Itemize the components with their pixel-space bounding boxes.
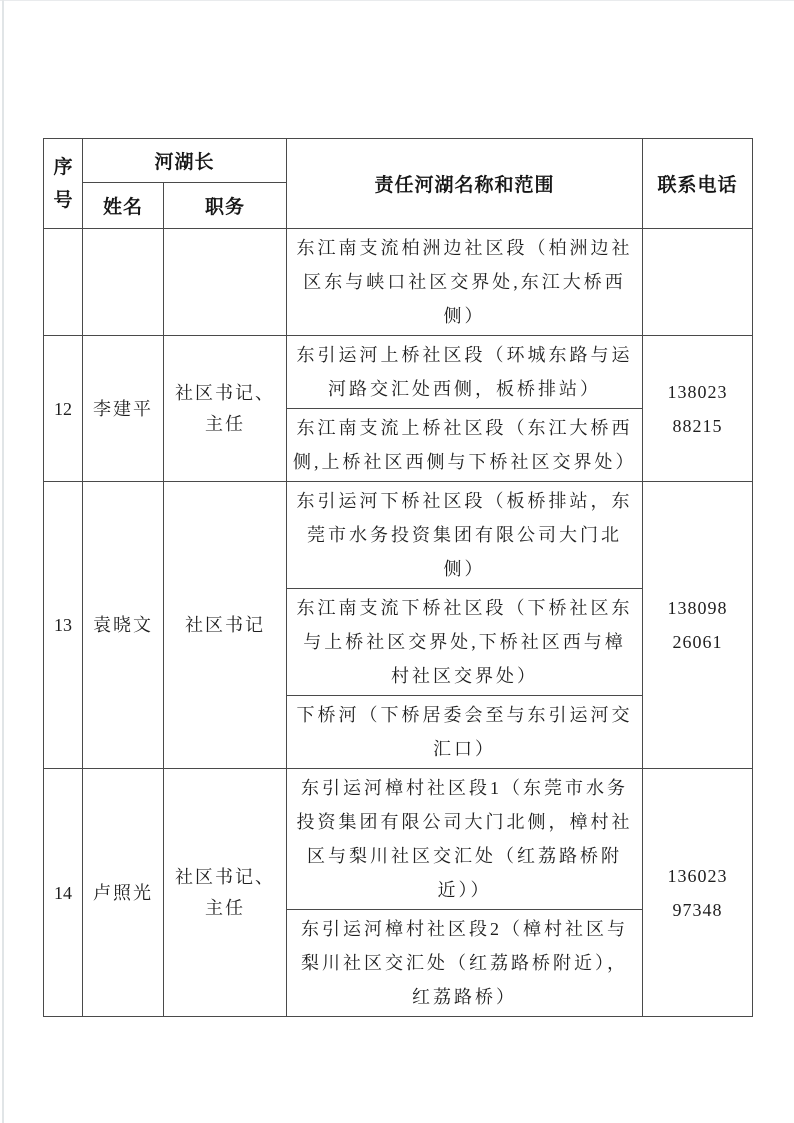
row-name: 袁晓文 — [83, 482, 164, 769]
header-row-1 — [44, 139, 753, 183]
header-scope: 责任河湖名称和范围 — [287, 139, 643, 229]
river-segment-cell: 东引运河上桥社区段（环城东路与运河路交汇处西侧，板桥排站） — [287, 336, 643, 409]
row-phone — [643, 769, 753, 1017]
row-position — [164, 769, 287, 1017]
river-segment-cell: 东江南支流下桥社区段（下桥社区东与上桥社区交界处,下桥社区西与樟村社区交界处） — [287, 589, 643, 696]
river-segment-cell: 东引运河樟村社区段1（东莞市水务投资集团有限公司大门北侧，樟村社区与梨川社区交汇处（红荔路桥附近）） — [287, 769, 643, 910]
header-position: 职务 — [164, 183, 287, 229]
table-row-14 — [44, 769, 753, 910]
row-phone — [643, 482, 753, 769]
row-serial: 14 — [44, 769, 83, 1017]
row-serial — [44, 229, 83, 336]
position-line: 主任 — [205, 413, 245, 434]
phone-line: 138023 — [667, 381, 728, 402]
scan-edge-artifact — [2, 0, 4, 1123]
row-position — [164, 482, 287, 769]
river-chief-table — [43, 138, 753, 1017]
header-serial: 序号 — [44, 139, 83, 229]
header-chief-group: 河湖长 — [83, 139, 287, 183]
river-segment-cell: 东江南支流上桥社区段（东江大桥西侧,上桥社区西侧与下桥社区交界处） — [287, 409, 643, 482]
position-line: 主任 — [205, 897, 245, 918]
scan-edge-artifact — [0, 0, 794, 1]
phone-line: 97348 — [672, 899, 723, 920]
row-position — [164, 229, 287, 336]
phone-line: 138098 — [667, 598, 728, 618]
phone-line: 88215 — [672, 415, 723, 436]
position-line: 社区书记、 — [175, 866, 275, 887]
river-segment-cell: 东江南支流柏洲边社区段（柏洲边社区东与峡口社区交界处,东江大桥西侧） — [287, 229, 643, 336]
row-phone — [643, 229, 753, 336]
table-row-13 — [44, 482, 753, 589]
position-line: 社区书记、 — [175, 382, 275, 403]
row-name — [83, 229, 164, 336]
header-phone: 联系电话 — [643, 139, 753, 229]
header-name: 姓名 — [83, 183, 164, 229]
row-position — [164, 336, 287, 482]
river-segment-cell: 东引运河下桥社区段（板桥排站，东莞市水务投资集团有限公司大门北侧） — [287, 482, 643, 589]
table-row-12 — [44, 336, 753, 409]
row-serial: 13 — [44, 482, 83, 769]
row-serial: 12 — [44, 336, 83, 482]
phone-line: 136023 — [667, 865, 728, 886]
row-phone — [643, 336, 753, 482]
river-segment-cell: 下桥河（下桥居委会至与东引运河交汇口） — [287, 696, 643, 769]
row-name: 李建平 — [83, 336, 164, 482]
position-line: 社区书记 — [185, 614, 265, 635]
table-row-carryover — [44, 229, 753, 336]
row-name: 卢照光 — [83, 769, 164, 1017]
river-segment-cell: 东引运河樟村社区段2（樟村社区与梨川社区交汇处（红荔路桥附近），红荔路桥） — [287, 910, 643, 1017]
phone-line: 26061 — [672, 632, 723, 652]
